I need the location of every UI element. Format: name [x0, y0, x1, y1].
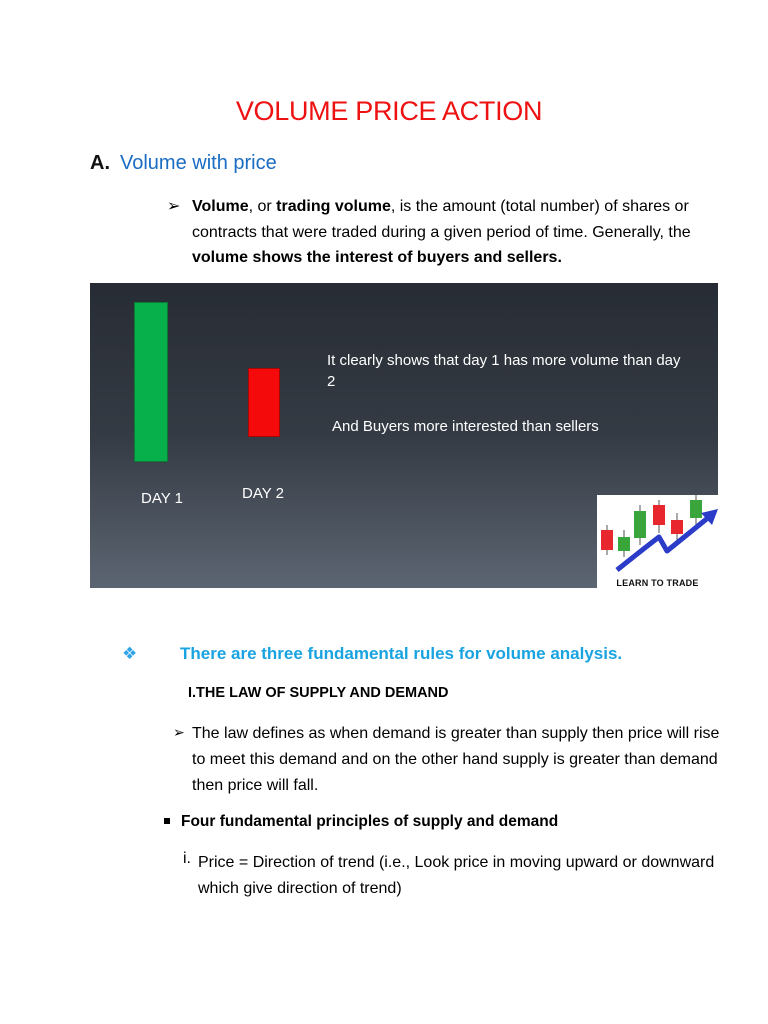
volume-comparison-slide: [90, 283, 718, 588]
slide-note-buyers: And Buyers more interested than sellers: [332, 418, 599, 435]
day2-label: DAY 2: [242, 485, 284, 502]
volume-definition-paragraph: [192, 194, 727, 271]
slide-note-volume: It clearly shows that day 1 has more volume than day 2: [327, 352, 681, 390]
section-heading: Volume with price: [120, 152, 277, 174]
square-bullet-icon: [164, 818, 170, 824]
candlestick-logo-icon: [597, 495, 718, 575]
definition-text: , is the amount (total number) of shares or contracts that were traded during a given period of time. Generally, the: [192, 198, 691, 241]
principle-item-1-text: Price = Direction of trend (i.e., Look price in moving upward or downward which give direction of trend): [198, 854, 715, 897]
law-title: I.THE LAW OF SUPPLY AND DEMAND: [188, 685, 449, 701]
definition-bold-end: volume shows the interest of buyers and sellers.: [192, 249, 562, 266]
section-letter: A.: [90, 152, 110, 174]
rules-heading: There are three fundamental rules for volume analysis.: [180, 644, 623, 663]
logo-label: LEARN TO TRADE: [616, 578, 699, 588]
principles-heading: Four fundamental principles of supply and demand: [181, 813, 559, 830]
day2-volume-bar: [248, 368, 280, 437]
day1-volume-bar: [134, 302, 168, 462]
law-definition-paragraph: The law defines as when demand is greater than supply then price will rise to meet this demand and on the other hand supply is greater than demand then price will fall.: [192, 725, 720, 794]
arrow-bullet-icon: ➢: [167, 198, 181, 215]
arrow-bullet-icon: ➢: [173, 724, 185, 740]
term-trading-volume: trading volume: [276, 198, 391, 215]
principle-item-1: [198, 850, 738, 902]
text-separator: , or: [248, 198, 277, 215]
day1-label: DAY 1: [141, 490, 183, 507]
page-title: VOLUME PRICE ACTION: [235, 96, 543, 126]
term-volume: Volume: [192, 198, 249, 215]
diamond-bullet-icon: ❖: [122, 644, 138, 663]
list-item-number: i.: [183, 850, 191, 867]
learn-to-trade-logo: [597, 495, 718, 588]
